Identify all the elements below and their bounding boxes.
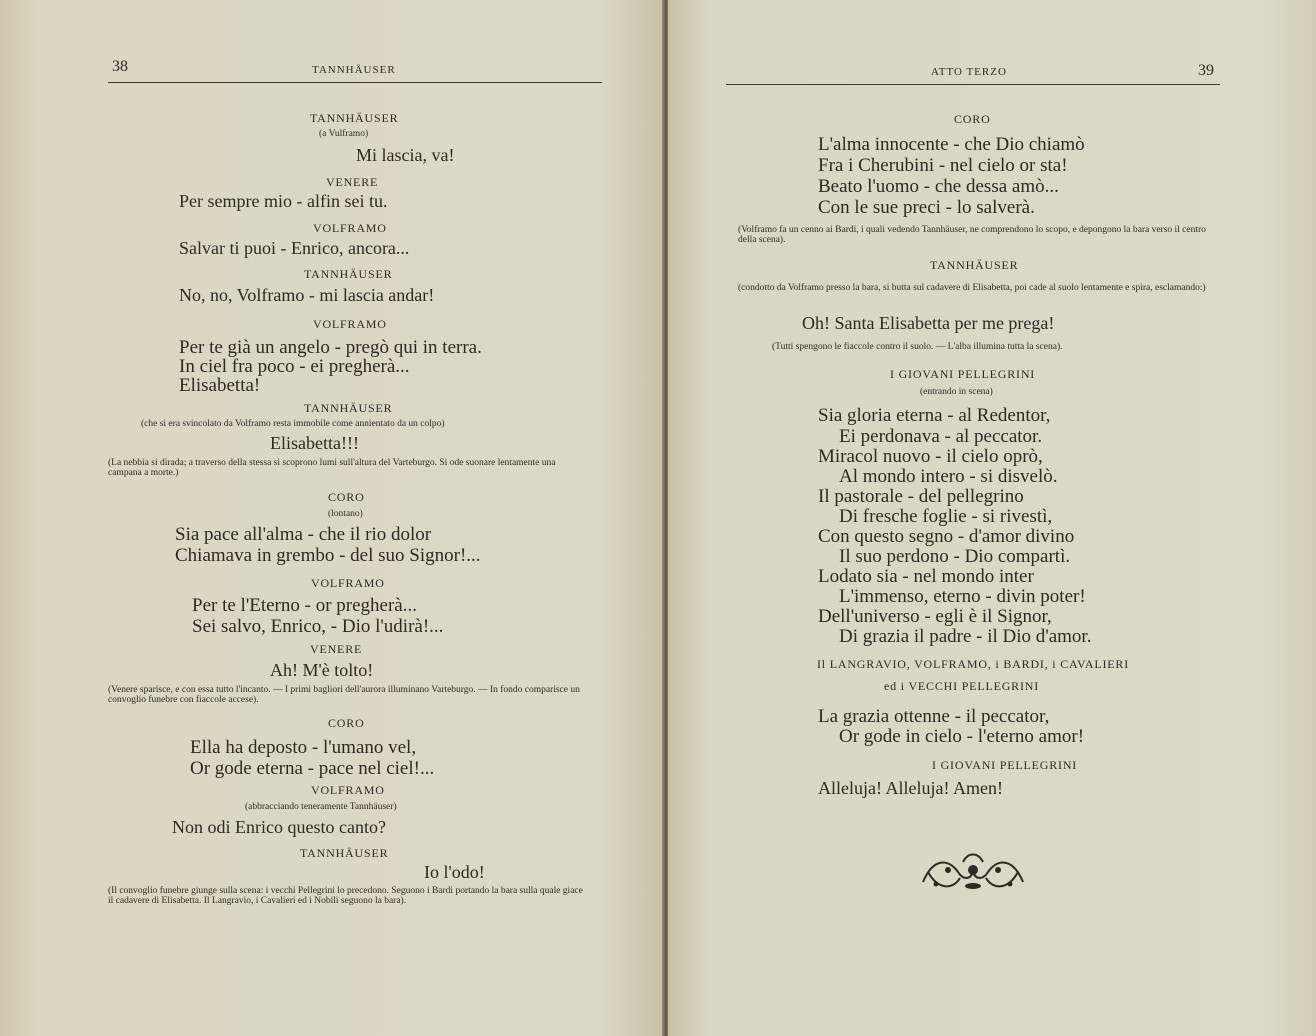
speaker-heading: I GIOVANI PELLEGRINI — [890, 367, 1036, 381]
page-number: 38 — [112, 58, 128, 75]
verse-line: Dell'universo - egli è il Signor, — [818, 606, 1052, 627]
stage-direction: (Volframo fa un cenno ai Bardi, i quali vedendo Tannhäuser, ne comprendono lo scopo, e depongono la bara verso il centro della scena). — [738, 225, 1206, 245]
verse-line: Con le sue preci - lo salverà. — [818, 197, 1035, 218]
verse-line: Ei perdonava - al peccator. — [839, 426, 1043, 447]
speaker-heading: VENERE — [310, 642, 363, 656]
verse-line: Sei salvo, Enrico, - Dio l'udirà!... — [192, 616, 444, 637]
verse-line: La grazia ottenne - il peccator, — [818, 706, 1050, 727]
stage-direction: (lontano) — [328, 509, 363, 519]
verse-line: Fra i Cherubini - nel cielo or sta! — [818, 155, 1068, 176]
running-head: ATTO TERZO — [931, 66, 1007, 78]
verse-line: Sia gloria eterna - al Redentor, — [818, 405, 1051, 426]
speaker-heading: VOLFRAMO — [311, 783, 385, 797]
verse-line: Di grazia il padre - il Dio d'amor. — [839, 626, 1092, 647]
right-page — [668, 0, 1316, 1036]
header-rule — [726, 84, 1220, 85]
verse-line: Al mondo intero - si disvelò. — [839, 466, 1058, 487]
stage-direction: (Venere sparisce, e con essa tutto l'incanto. — I primi bagliori dell'aurora illuminano Varteburgo. — In fondo comparisce un convoglio funebre con fiaccole accese). — [108, 685, 580, 705]
verse-line: Miracol nuovo - il cielo oprò, — [818, 446, 1043, 467]
speaker-heading: TANNHÄUSER — [304, 267, 393, 281]
stage-direction: (Il convoglio funebre giunge sulla scena: i vecchi Pellegrini lo precedono. Seguono i Bardi portando la bara sulla quale giace il cadavere di Elisabetta. Il Langravio, i Cavalieri ed i Nobili seguono la bara). — [108, 886, 583, 906]
speaker-heading: VOLFRAMO — [311, 576, 385, 590]
verse-line: No, no, Volframo - mi lascia andar! — [179, 285, 435, 305]
verse-line: Or gode in cielo - l'eterno amor! — [839, 726, 1085, 747]
speaker-heading: CORO — [954, 112, 991, 126]
verse-line: Lodato sia - nel mondo inter — [818, 566, 1034, 587]
verse-line: Per te già un angelo - pregò qui in terra. — [179, 337, 482, 358]
verse-line: Chiamava in grembo - del suo Signor!... — [175, 545, 481, 566]
verse-line: Il pastorale - del pellegrino — [818, 486, 1024, 507]
stage-direction: (a Vulframo) — [319, 129, 369, 139]
speaker-heading: VOLFRAMO — [313, 221, 387, 235]
speaker-heading: ed i VECCHI PELLEGRINI — [884, 679, 1040, 693]
verse-line: Non odi Enrico questo canto? — [172, 817, 386, 837]
speaker-heading: I GIOVANI PELLEGRINI — [932, 758, 1078, 772]
verse-line: Oh! Santa Elisabetta per me prega! — [802, 313, 1055, 333]
verse-line: Beato l'uomo - che dessa amò... — [818, 176, 1059, 197]
speaker-heading: TANNHÄUSER — [310, 111, 399, 125]
verse-line: Alleluja! Alleluja! Amen! — [818, 778, 1003, 798]
verse-line: Con questo segno - d'amor divino — [818, 526, 1075, 547]
speaker-heading: TANNHÄUSER — [930, 258, 1019, 272]
verse-line: Or gode eterna - pace nel ciel!... — [190, 758, 435, 779]
header-rule — [108, 82, 602, 83]
verse-line: Il suo perdono - Dio compartì. — [839, 546, 1071, 567]
verse-line: Salvar ti puoi - Enrico, ancora... — [179, 238, 410, 258]
verse-line: Mi lascia, va! — [356, 145, 455, 165]
verse-line: Di fresche foglie - si rivestì, — [839, 506, 1053, 527]
floral-vignette-icon — [918, 850, 1028, 895]
speaker-heading: VOLFRAMO — [313, 317, 387, 331]
verse-line: In ciel fra poco - ei pregherà... — [179, 356, 410, 377]
stage-direction: (che si era svincolato da Volframo resta immobile come annientato da un colpo) — [141, 419, 445, 429]
speaker-heading: TANNHÄUSER — [304, 401, 393, 415]
verse-line: Elisabetta! — [179, 375, 261, 396]
stage-direction: (entrando in scena) — [920, 387, 993, 397]
verse-line: Ella ha deposto - l'umano vel, — [190, 737, 417, 758]
speaker-heading: CORO — [328, 716, 365, 730]
stage-direction: (condotto da Volframo presso la bara, si butta sul cadavere di Elisabetta, poi cade al suolo lentamente e spira, esclamando:) — [738, 283, 1206, 293]
stage-direction: (Tutti spengono le fiaccole contro il suolo. — L'alba illumina tutta la scena). — [772, 342, 1063, 352]
verse-line: Per te l'Eterno - or pregherà... — [192, 595, 417, 616]
speaker-heading: CORO — [328, 490, 365, 504]
stage-direction: (abbracciando teneramente Tannhäuser) — [245, 802, 397, 812]
running-head: TANNHÄUSER — [312, 64, 396, 76]
verse-line: Sia pace all'alma - che il rio dolor — [175, 524, 432, 545]
verse-line: L'alma innocente - che Dio chiamò — [818, 134, 1085, 155]
verse-line: Io l'odo! — [424, 862, 485, 882]
verse-line: Per sempre mio - alfin sei tu. — [179, 191, 388, 211]
stage-direction: (La nebbia si dirada; a traverso della stessa si scoprono lumi sull'altura del Varteburgo. Si ode suonare lentamente una campana a morte.) — [108, 458, 556, 478]
verse-line: Ah! M'è tolto! — [270, 660, 374, 680]
verse-line: L'immenso, eterno - divin poter! — [839, 586, 1086, 607]
page-number: 39 — [1198, 62, 1214, 79]
verse-line: Elisabetta!!! — [270, 433, 359, 453]
speaker-heading: VENERE — [326, 175, 379, 189]
speaker-heading: TANNHÄUSER — [300, 846, 389, 860]
speaker-heading: Il LANGRAVIO, VOLFRAMO, i BARDI, i CAVALIERI — [817, 657, 1130, 671]
